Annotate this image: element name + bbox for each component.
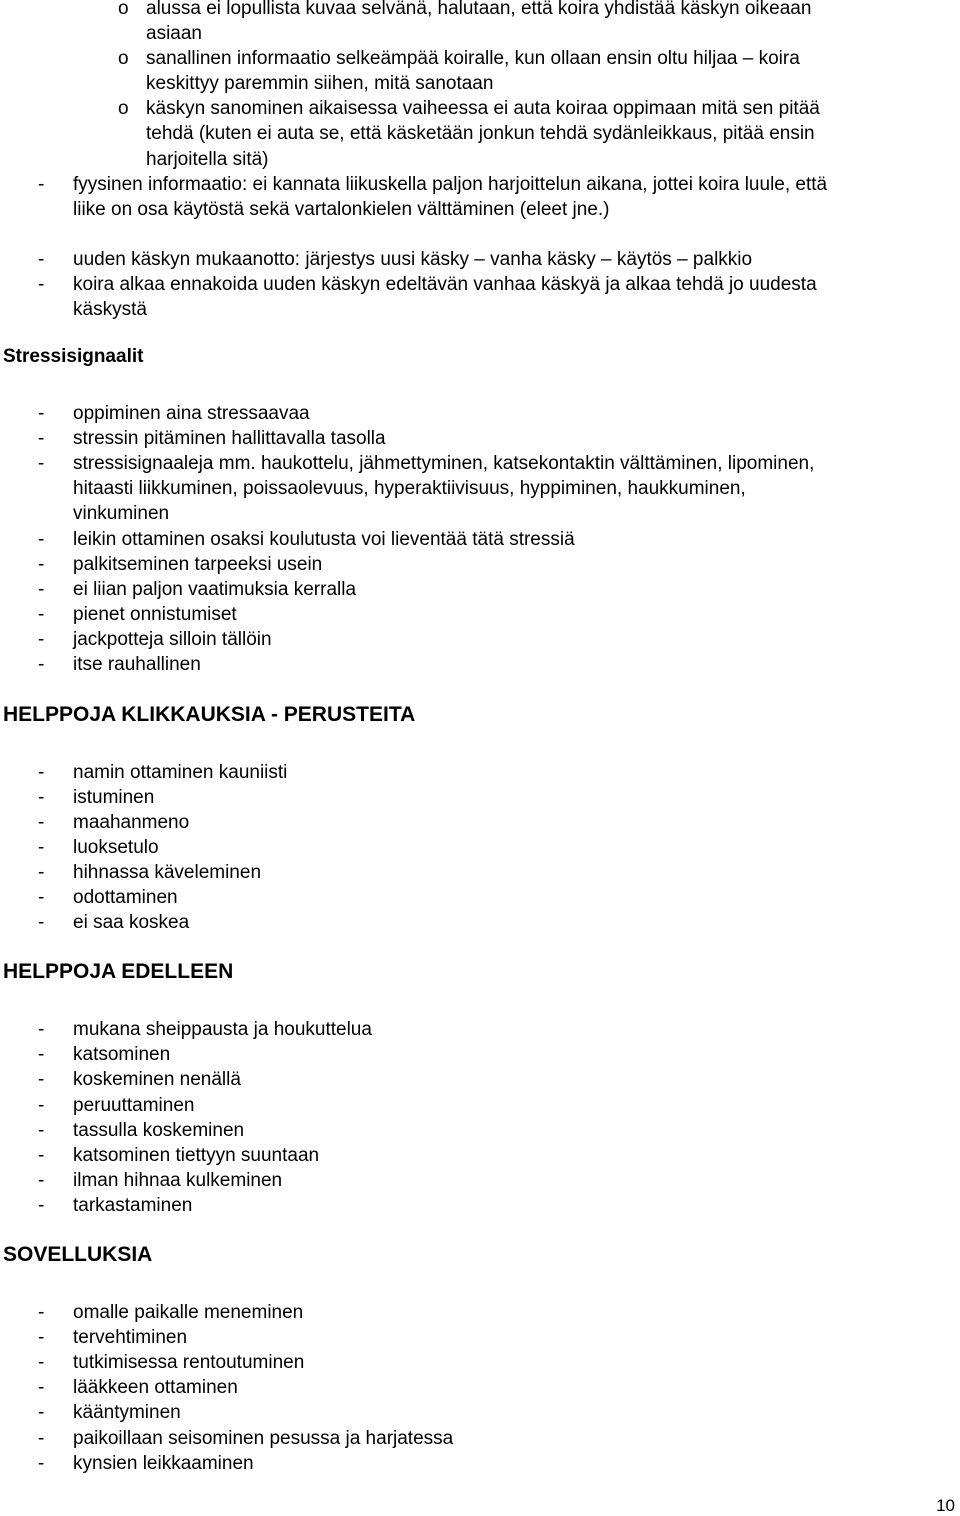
bullet: -: [38, 249, 45, 270]
list-item-text: palkitseminen tarpeeksi usein: [73, 554, 323, 575]
bullet: -: [38, 453, 45, 474]
list-item-text: oppiminen aina stressaavaa: [73, 403, 310, 424]
bullet: -: [38, 912, 45, 933]
bullet: -: [38, 1428, 45, 1449]
list-item-text: mukana sheippausta ja houkuttelua: [73, 1019, 372, 1040]
list-item-text: maahanmeno: [73, 812, 190, 833]
bullet: -: [38, 787, 45, 808]
bullet: -: [38, 762, 45, 783]
list-item-text: tervehtiminen: [73, 1327, 188, 1348]
bullet: -: [38, 1095, 45, 1116]
list-item-text: katsominen tiettyyn suuntaan: [73, 1145, 320, 1166]
bullet: -: [38, 654, 45, 675]
section-heading-basics: HELPPOJA KLIKKAUKSIA - PERUSTEITA: [3, 703, 416, 726]
bullet: -: [38, 1069, 45, 1090]
bullet: -: [38, 1302, 45, 1323]
bullet: -: [38, 529, 45, 550]
bullet: -: [38, 1145, 45, 1166]
bullet: -: [38, 1402, 45, 1423]
bullet: -: [38, 579, 45, 600]
list-item-text: fyysinen informaatio: ei kannata liikuskella paljon harjoittelun aikana, jottei koira luule, että: [73, 174, 828, 195]
bullet: -: [38, 1352, 45, 1373]
list-item-text: stressisignaaleja mm. haukottelu, jähmettyminen, katsekontaktin välttäminen, lipominen,: [73, 453, 815, 474]
list-item-text: keskittyy paremmin siihen, mitä sanotaan: [146, 73, 494, 94]
section-heading-applications: SOVELLUKSIA: [3, 1243, 153, 1266]
section-heading-further: HELPPOJA EDELLEEN: [3, 960, 234, 983]
list-item-text: tutkimisessa rentoutuminen: [73, 1352, 305, 1373]
list-item-text: ei liian paljon vaatimuksia kerralla: [73, 579, 357, 600]
bullet: -: [38, 862, 45, 883]
bullet: -: [38, 812, 45, 833]
list-item-text: asiaan: [146, 23, 202, 44]
list-item-text: leikin ottaminen osaksi koulutusta voi lieventää tätä stressiä: [73, 529, 575, 550]
list-item-text: paikoillaan seisominen pesussa ja harjatessa: [73, 1428, 454, 1449]
list-item-text: uuden käskyn mukaanotto: järjestys uusi käsky – vanha käsky – käytös – palkkio: [73, 249, 753, 270]
bullet: -: [38, 837, 45, 858]
bullet: -: [38, 1170, 45, 1191]
list-item-text: vinkuminen: [73, 503, 170, 524]
list-item-text: kynsien leikkaaminen: [73, 1453, 254, 1474]
bullet: o: [118, 48, 129, 69]
bullet: -: [38, 1019, 45, 1040]
page-number: 10: [936, 1496, 955, 1515]
list-item-text: tassulla koskeminen: [73, 1120, 245, 1141]
bullet: -: [38, 604, 45, 625]
bullet: -: [38, 554, 45, 575]
list-item-text: harjoitella sitä): [146, 149, 269, 170]
list-item-text: katsominen: [73, 1044, 171, 1065]
list-item-text: ei saa koskea: [73, 912, 190, 933]
bullet: -: [38, 403, 45, 424]
list-item-text: jackpotteja silloin tällöin: [73, 629, 272, 650]
bullet: -: [38, 887, 45, 908]
list-item-text: istuminen: [73, 787, 155, 808]
list-item-text: namin ottaminen kauniisti: [73, 762, 288, 783]
bullet: -: [38, 428, 45, 449]
list-item-text: hitaasti liikkuminen, poissaolevuus, hyperaktiivisuus, hyppiminen, haukkuminen,: [73, 478, 746, 499]
list-item-text: pienet onnistumiset: [73, 604, 237, 625]
section-heading-stress: Stressisignaalit: [3, 346, 144, 367]
list-item-text: stressin pitäminen hallittavalla tasolla: [73, 428, 386, 449]
list-item-text: käskystä: [73, 299, 147, 320]
list-item-text: liike on osa käytöstä sekä vartalonkielen välttäminen (eleet jne.): [73, 199, 610, 220]
list-item-text: tehdä (kuten ei auta se, että käsketään jonkun tehdä sydänleikkaus, pitää ensin: [146, 123, 815, 144]
list-item-text: koskeminen nenällä: [73, 1069, 241, 1090]
list-item-text: koira alkaa ennakoida uuden käskyn edeltävän vanhaa käskyä ja alkaa tehdä jo uudesta: [73, 274, 817, 295]
bullet: -: [38, 1377, 45, 1398]
bullet: o: [118, 0, 129, 19]
list-item-text: peruuttaminen: [73, 1095, 195, 1116]
list-item-text: itse rauhallinen: [73, 654, 201, 675]
bullet: -: [38, 1195, 45, 1216]
list-item-text: sanallinen informaatio selkeämpää koiralle, kun ollaan ensin oltu hiljaa – koira: [146, 48, 800, 69]
list-item-text: omalle paikalle meneminen: [73, 1302, 304, 1323]
list-item-text: lääkkeen ottaminen: [73, 1377, 238, 1398]
bullet: -: [38, 629, 45, 650]
list-item-text: hihnassa käveleminen: [73, 862, 262, 883]
list-item-text: odottaminen: [73, 887, 178, 908]
list-item-text: tarkastaminen: [73, 1195, 193, 1216]
bullet: -: [38, 274, 45, 295]
bullet: o: [118, 98, 129, 119]
list-item-text: luoksetulo: [73, 837, 159, 858]
bullet: -: [38, 174, 45, 195]
bullet: -: [38, 1453, 45, 1474]
list-item-text: käskyn sanominen aikaisessa vaiheessa ei auta koiraa oppimaan mitä sen pitää: [146, 98, 820, 119]
list-item-text: alussa ei lopullista kuvaa selvänä, halutaan, että koira yhdistää käskyn oikeaan: [146, 0, 812, 19]
list-item-text: kääntyminen: [73, 1402, 181, 1423]
bullet: -: [38, 1120, 45, 1141]
list-item-text: ilman hihnaa kulkeminen: [73, 1170, 283, 1191]
bullet: -: [38, 1327, 45, 1348]
bullet: -: [38, 1044, 45, 1065]
